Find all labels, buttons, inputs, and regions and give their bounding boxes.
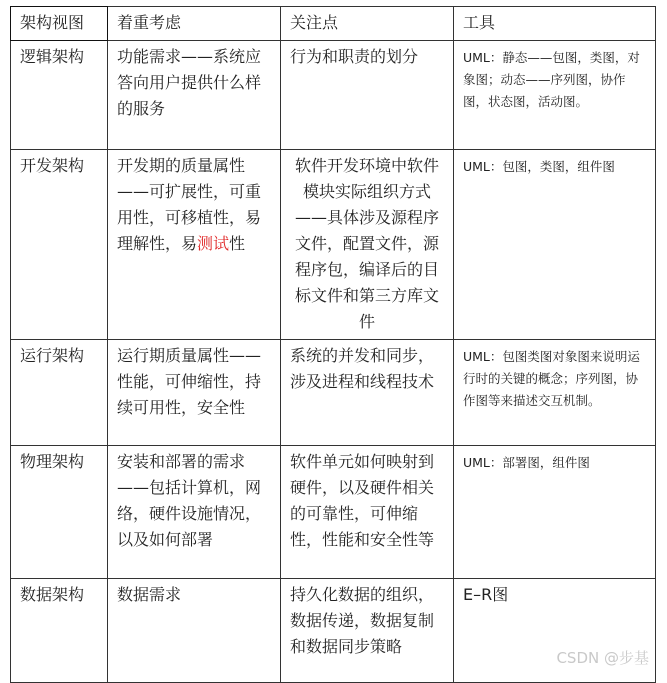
- focus-cell: 数据需求: [108, 579, 281, 683]
- table-row: [11, 446, 656, 579]
- focus-text-suffix: 性: [229, 234, 246, 253]
- header-concern: 关注点: [281, 7, 454, 41]
- view-cell: 逻辑架构: [11, 41, 108, 150]
- view-cell: 数据架构: [11, 579, 108, 683]
- concern-cell: 软件开发环境中软件模块实际组织方式——具体涉及源程序文件，配置文件，源程序包，编译后的目标文件和第三方库文件: [281, 150, 454, 340]
- focus-cell: 运行期质量属性——性能，可伸缩性，持续可用性，安全性: [108, 340, 281, 446]
- header-tools: 工具: [454, 7, 656, 41]
- tools-cell: UML：包图类图对象图来说明运行时的关键的概念；序列图，协作图等来描述交互机制。: [454, 340, 656, 446]
- focus-cell: 安装和部署的需求——包括计算机，网络，硬件设施情况，以及如何部署: [108, 446, 281, 579]
- header-row: [11, 7, 656, 41]
- tools-cell: UML：包图，类图，组件图: [454, 150, 656, 340]
- table-row: [11, 41, 656, 150]
- tools-cell: E–R图: [454, 579, 656, 683]
- concern-cell: 系统的并发和同步，涉及进程和线程技术: [281, 340, 454, 446]
- focus-text: 开发期的质量属性——可扩展性，可重用性，可移植性，易理解性，易: [117, 156, 262, 253]
- header-focus: 着重考虑: [108, 7, 281, 41]
- concern-cell: 持久化数据的组织，数据传递，数据复制和数据同步策略: [281, 579, 454, 683]
- tools-cell: UML：静态——包图，类图，对象图；动态——序列图，协作图，状态图，活动图。: [454, 41, 656, 150]
- view-cell: 开发架构: [11, 150, 108, 340]
- table-row: [11, 150, 656, 340]
- concern-cell: 软件单元如何映射到硬件，以及硬件相关的可靠性，可伸缩性，性能和安全性等: [281, 446, 454, 579]
- header-view: 架构视图: [11, 7, 108, 41]
- concern-cell: 行为和职责的划分: [281, 41, 454, 150]
- tools-cell: UML：部署图，组件图: [454, 446, 656, 579]
- watermark-text: CSDN @步基: [556, 649, 649, 667]
- view-cell: 运行架构: [11, 340, 108, 446]
- focus-cell: [108, 150, 281, 340]
- architecture-views-table: [10, 6, 656, 683]
- table-row: [11, 340, 656, 446]
- focus-cell: 功能需求——系统应答向用户提供什么样的服务: [108, 41, 281, 150]
- view-cell: 物理架构: [11, 446, 108, 579]
- testing-link[interactable]: 测试: [197, 234, 230, 253]
